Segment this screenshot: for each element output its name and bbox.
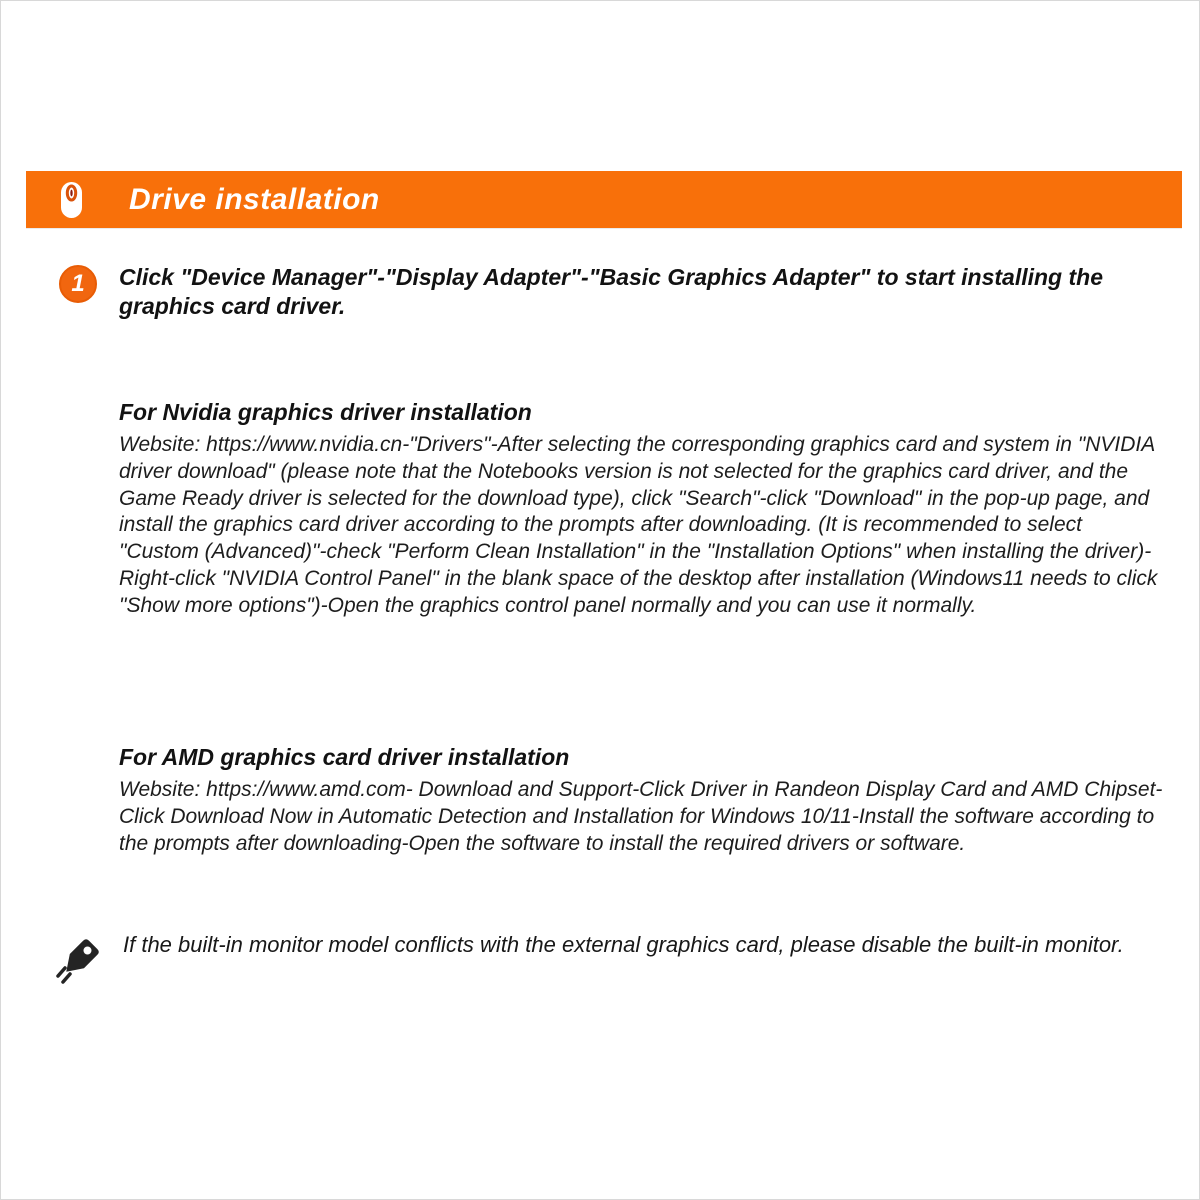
nvidia-section-body: Website: https://www.nvidia.cn-"Drivers"-After selecting the corresponding graphics card and system in "NVIDIA driver download" (please note that the Notebooks version is not selected for the graphics card driver, and the Game Ready driver is selected for the download type), click "Search"-click "Download" in the pop-up page, and install the graphics card driver according to the prompts after downloading. (It is recommended to select "Custom (Advanced)"-check "Perform Clean Installation" in the "Installation Options" when installing the driver)-Right-click "NVIDIA Control Panel" in the blank space of the desktop after installation (Windows11 needs to click "Show more options")-Open the graphics control panel normally and you can use it normally.	[119, 433, 1158, 617]
note-text: If the built-in monitor model conflicts with the external graphics card, please disable the built-in monitor.	[123, 932, 1124, 957]
step-number-badge: 1	[59, 265, 97, 303]
mouse-icon	[58, 179, 85, 221]
tag-icon	[53, 935, 103, 994]
amd-section-body: Website: https://www.amd.com- Download and Support-Click Driver in Randeon Display Card and AMD Chipset-Click Download Now in Automatic Detection and Installation for Windows 10/11-Install the software according to the prompts after downloading-Open the software to install the required drivers or software.	[119, 778, 1163, 855]
step-1-instruction: Click "Device Manager"-"Display Adapter"-"Basic Graphics Adapter" to start installing the graphics card driver.	[119, 264, 1103, 319]
nvidia-section-heading: For Nvidia graphics driver installation	[119, 399, 532, 425]
note	[53, 931, 1143, 994]
step-1	[59, 263, 1159, 321]
section-header-bar	[26, 171, 1182, 228]
amd-section-heading: For AMD graphics card driver installation	[119, 744, 570, 770]
page-title: Drive installation	[129, 182, 380, 216]
